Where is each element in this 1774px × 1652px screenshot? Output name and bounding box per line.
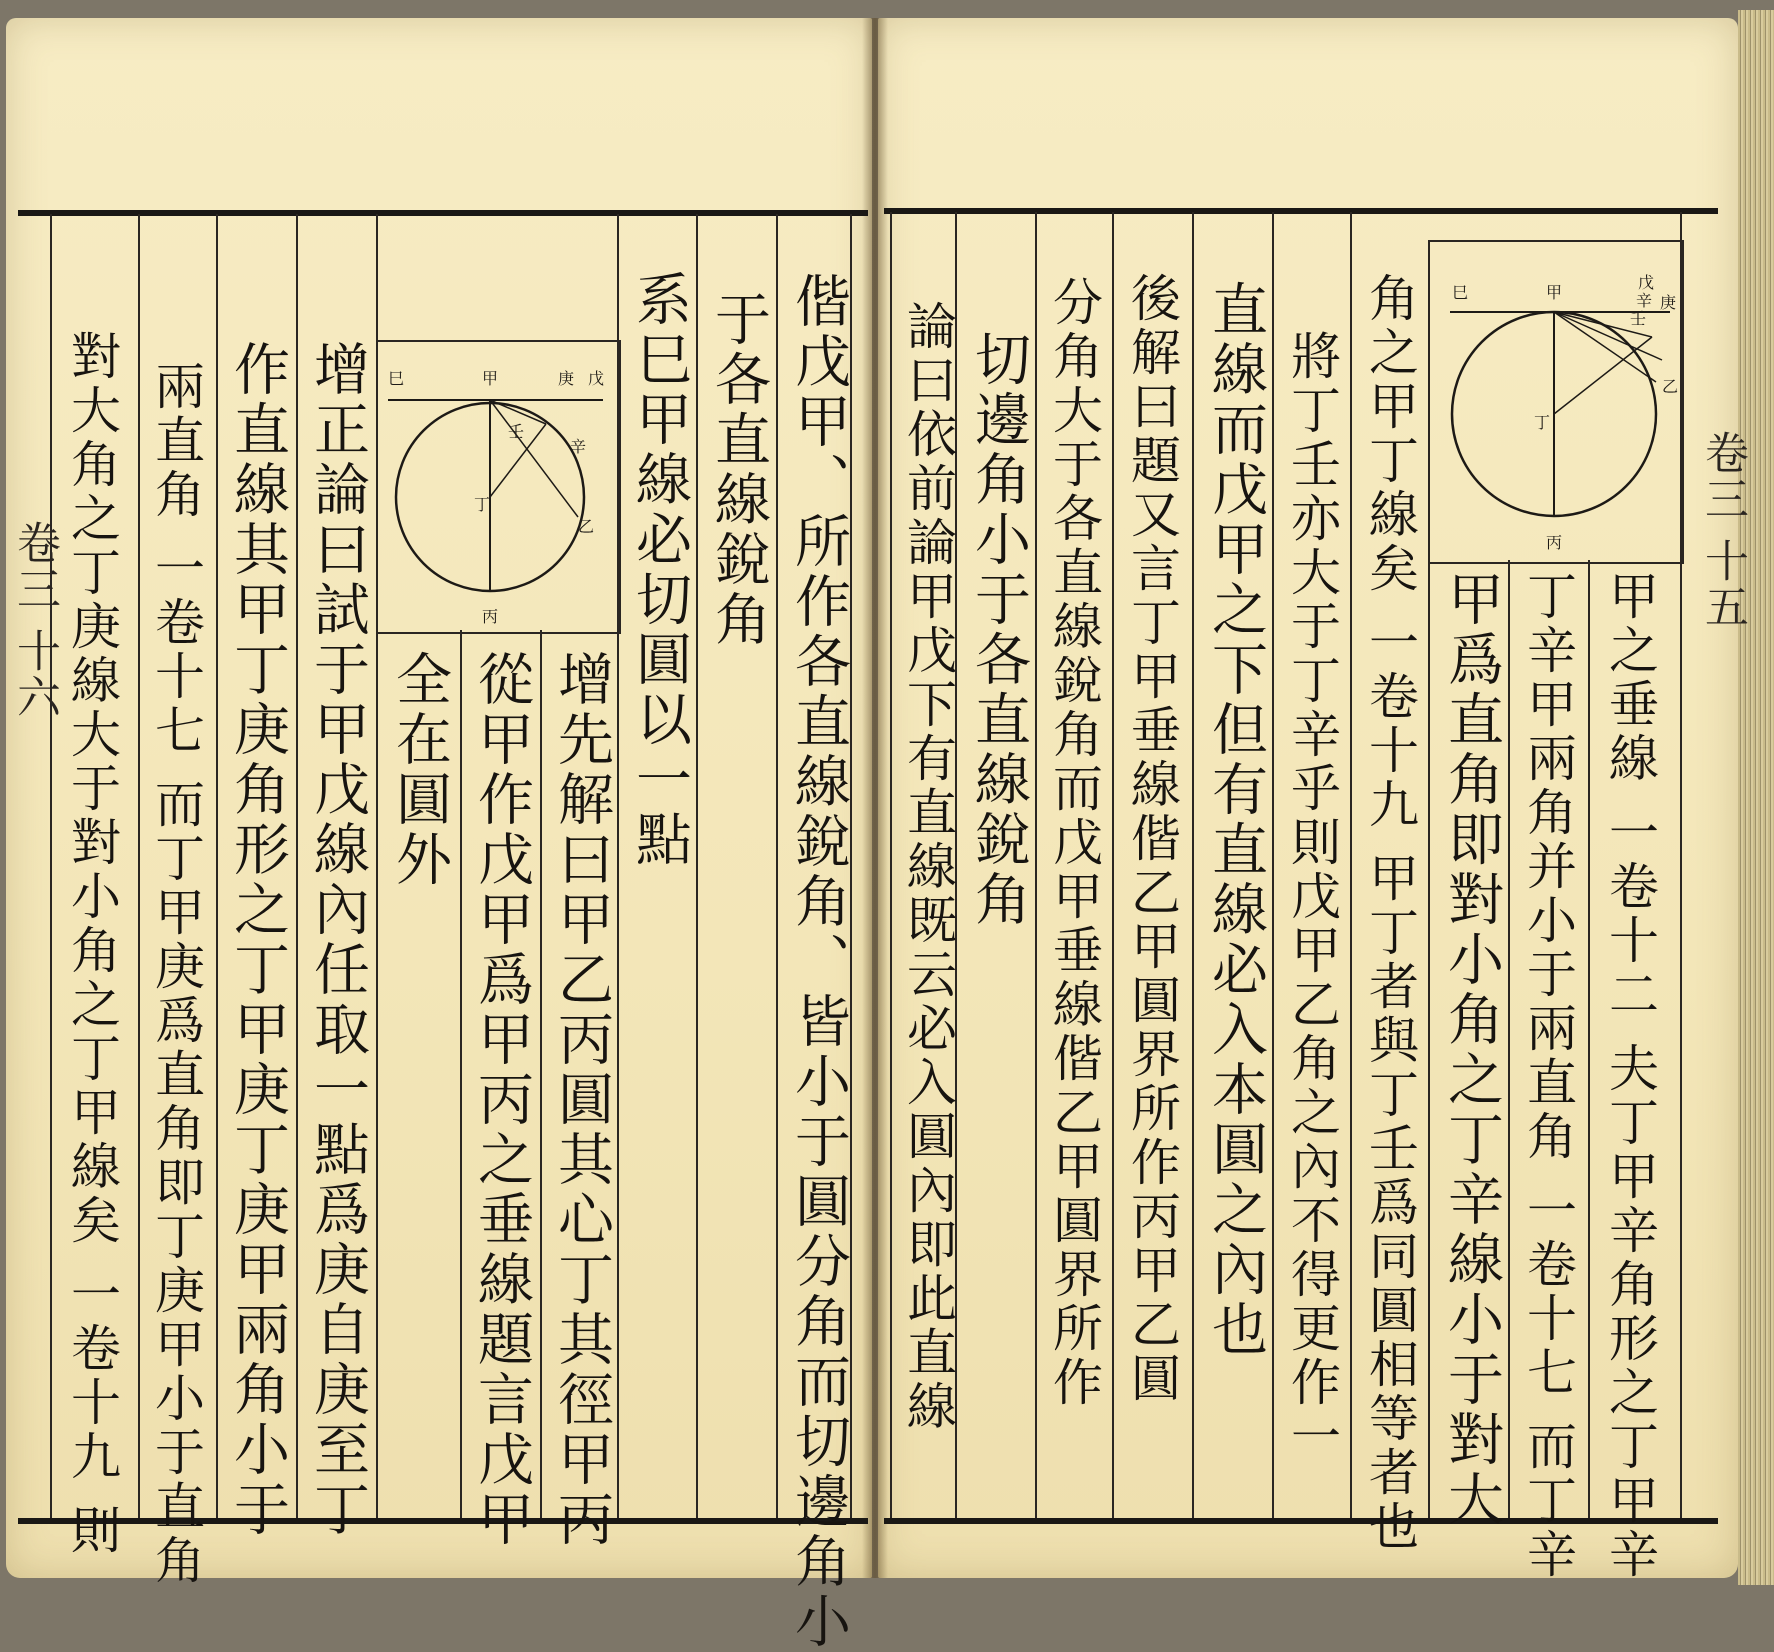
- label: 壬: [1630, 309, 1647, 328]
- label: 甲: [1546, 283, 1563, 302]
- label: 丙: [482, 607, 499, 626]
- right-divider: [1272, 212, 1274, 1518]
- left-top-border: [18, 210, 868, 216]
- right-divider: [1588, 560, 1590, 1518]
- book-gutter: [862, 18, 888, 1578]
- left-margin-note: 卷三 十六: [9, 520, 60, 720]
- left-text-column: 對大角之丁庚線大于對小角之丁甲線矣 一卷十九 則: [63, 330, 121, 1558]
- label: 甲: [482, 369, 499, 388]
- right-text-column: 分角大于各直線銳角而戊甲垂線偕乙甲圓界所作: [1045, 276, 1103, 1410]
- left-text-column: 增先解曰甲乙丙圓其心丁其徑甲丙: [549, 650, 614, 1550]
- right-divider: [1035, 212, 1037, 1518]
- left-divider: [460, 630, 462, 1518]
- right-divider: [1428, 560, 1430, 1518]
- left-divider: [296, 214, 298, 1518]
- right-divider: [1112, 212, 1114, 1518]
- left-text-column: 系巳甲線必切圓以一點: [627, 270, 692, 870]
- right-bottom-border: [884, 1518, 1718, 1524]
- left-divider: [696, 214, 698, 1518]
- left-divider: [50, 214, 52, 1518]
- label: 辛: [1636, 291, 1653, 310]
- right-text-column: 甲爲直角即對小角之丁辛線小于對大: [1439, 570, 1504, 1530]
- label: 庚: [1660, 293, 1677, 312]
- label: 庚: [558, 369, 575, 388]
- right-divider: [1508, 560, 1510, 1518]
- right-text-column: 切邊角小于各直線銳角: [966, 330, 1031, 930]
- right-text-column: 將丁壬亦大于丁辛乎則戊甲乙角之內不得更作一: [1283, 330, 1341, 1464]
- right-divider: [1350, 212, 1352, 1518]
- right-text-column: 直線而戊甲之下但有直線必入本圓之內也: [1203, 280, 1268, 1360]
- label: 辛: [570, 437, 587, 456]
- label: 丁: [474, 495, 491, 514]
- label: 乙: [1662, 377, 1679, 396]
- left-text-column: 于各直線銳角: [706, 290, 771, 650]
- right-text-column: 論曰依前論甲戊下有直線既云必入圓內即此直線: [899, 300, 957, 1434]
- left-geometry-figure: [376, 340, 621, 634]
- left-divider: [540, 630, 542, 1518]
- left-divider: [776, 214, 778, 1518]
- left-divider: [138, 214, 140, 1518]
- right-text-column: 角之甲丁線矣 一卷十九 甲丁者與丁壬爲同圓相等者也: [1361, 272, 1419, 1554]
- label: 丙: [1546, 533, 1563, 552]
- left-text-column: 偕戊甲、所作各直線銳角、皆小于圓分角而切邊角小: [786, 272, 851, 1652]
- right-geometry-figure: [1428, 240, 1684, 564]
- label: 巳: [1452, 283, 1469, 302]
- right-divider: [890, 212, 892, 1518]
- label: 壬: [508, 422, 525, 441]
- right-text-column: 後解曰題又言丁甲垂線偕乙甲圓界所作丙甲乙圓: [1123, 272, 1181, 1406]
- left-text-column: 作直線其甲丁庚角形之丁甲庚丁庚甲兩角小于: [225, 340, 290, 1540]
- right-text-column: 甲之垂線 一卷十二 夫丁甲辛角形之丁甲辛: [1601, 570, 1659, 1582]
- left-text-column: 增正論曰試于甲戊線內任取一點爲庚自庚至丁: [305, 340, 370, 1540]
- label: 丁: [1534, 413, 1551, 432]
- label: 巳: [388, 369, 405, 388]
- page-fore-edge: [1738, 10, 1774, 1585]
- label: 戊: [588, 369, 605, 388]
- left-text-column: 全在圓外: [387, 650, 452, 890]
- right-top-border: [884, 208, 1718, 214]
- left-divider: [216, 214, 218, 1518]
- left-text-column: 從甲作戊甲爲甲丙之垂線題言戊甲: [469, 650, 534, 1550]
- right-text-column: 丁辛甲兩角并小于兩直角 一卷十七 而丁辛: [1519, 570, 1577, 1582]
- right-circle-diagram: [1430, 242, 1682, 562]
- left-text-column: 兩直角 一卷十七 而丁甲庚爲直角即丁庚甲小于直角: [147, 360, 205, 1588]
- label: 乙: [578, 517, 595, 536]
- right-margin-note: 卷三 十五: [1697, 430, 1748, 630]
- left-circle-diagram: [378, 342, 619, 632]
- right-divider: [1192, 212, 1194, 1518]
- label: 戊: [1638, 273, 1655, 292]
